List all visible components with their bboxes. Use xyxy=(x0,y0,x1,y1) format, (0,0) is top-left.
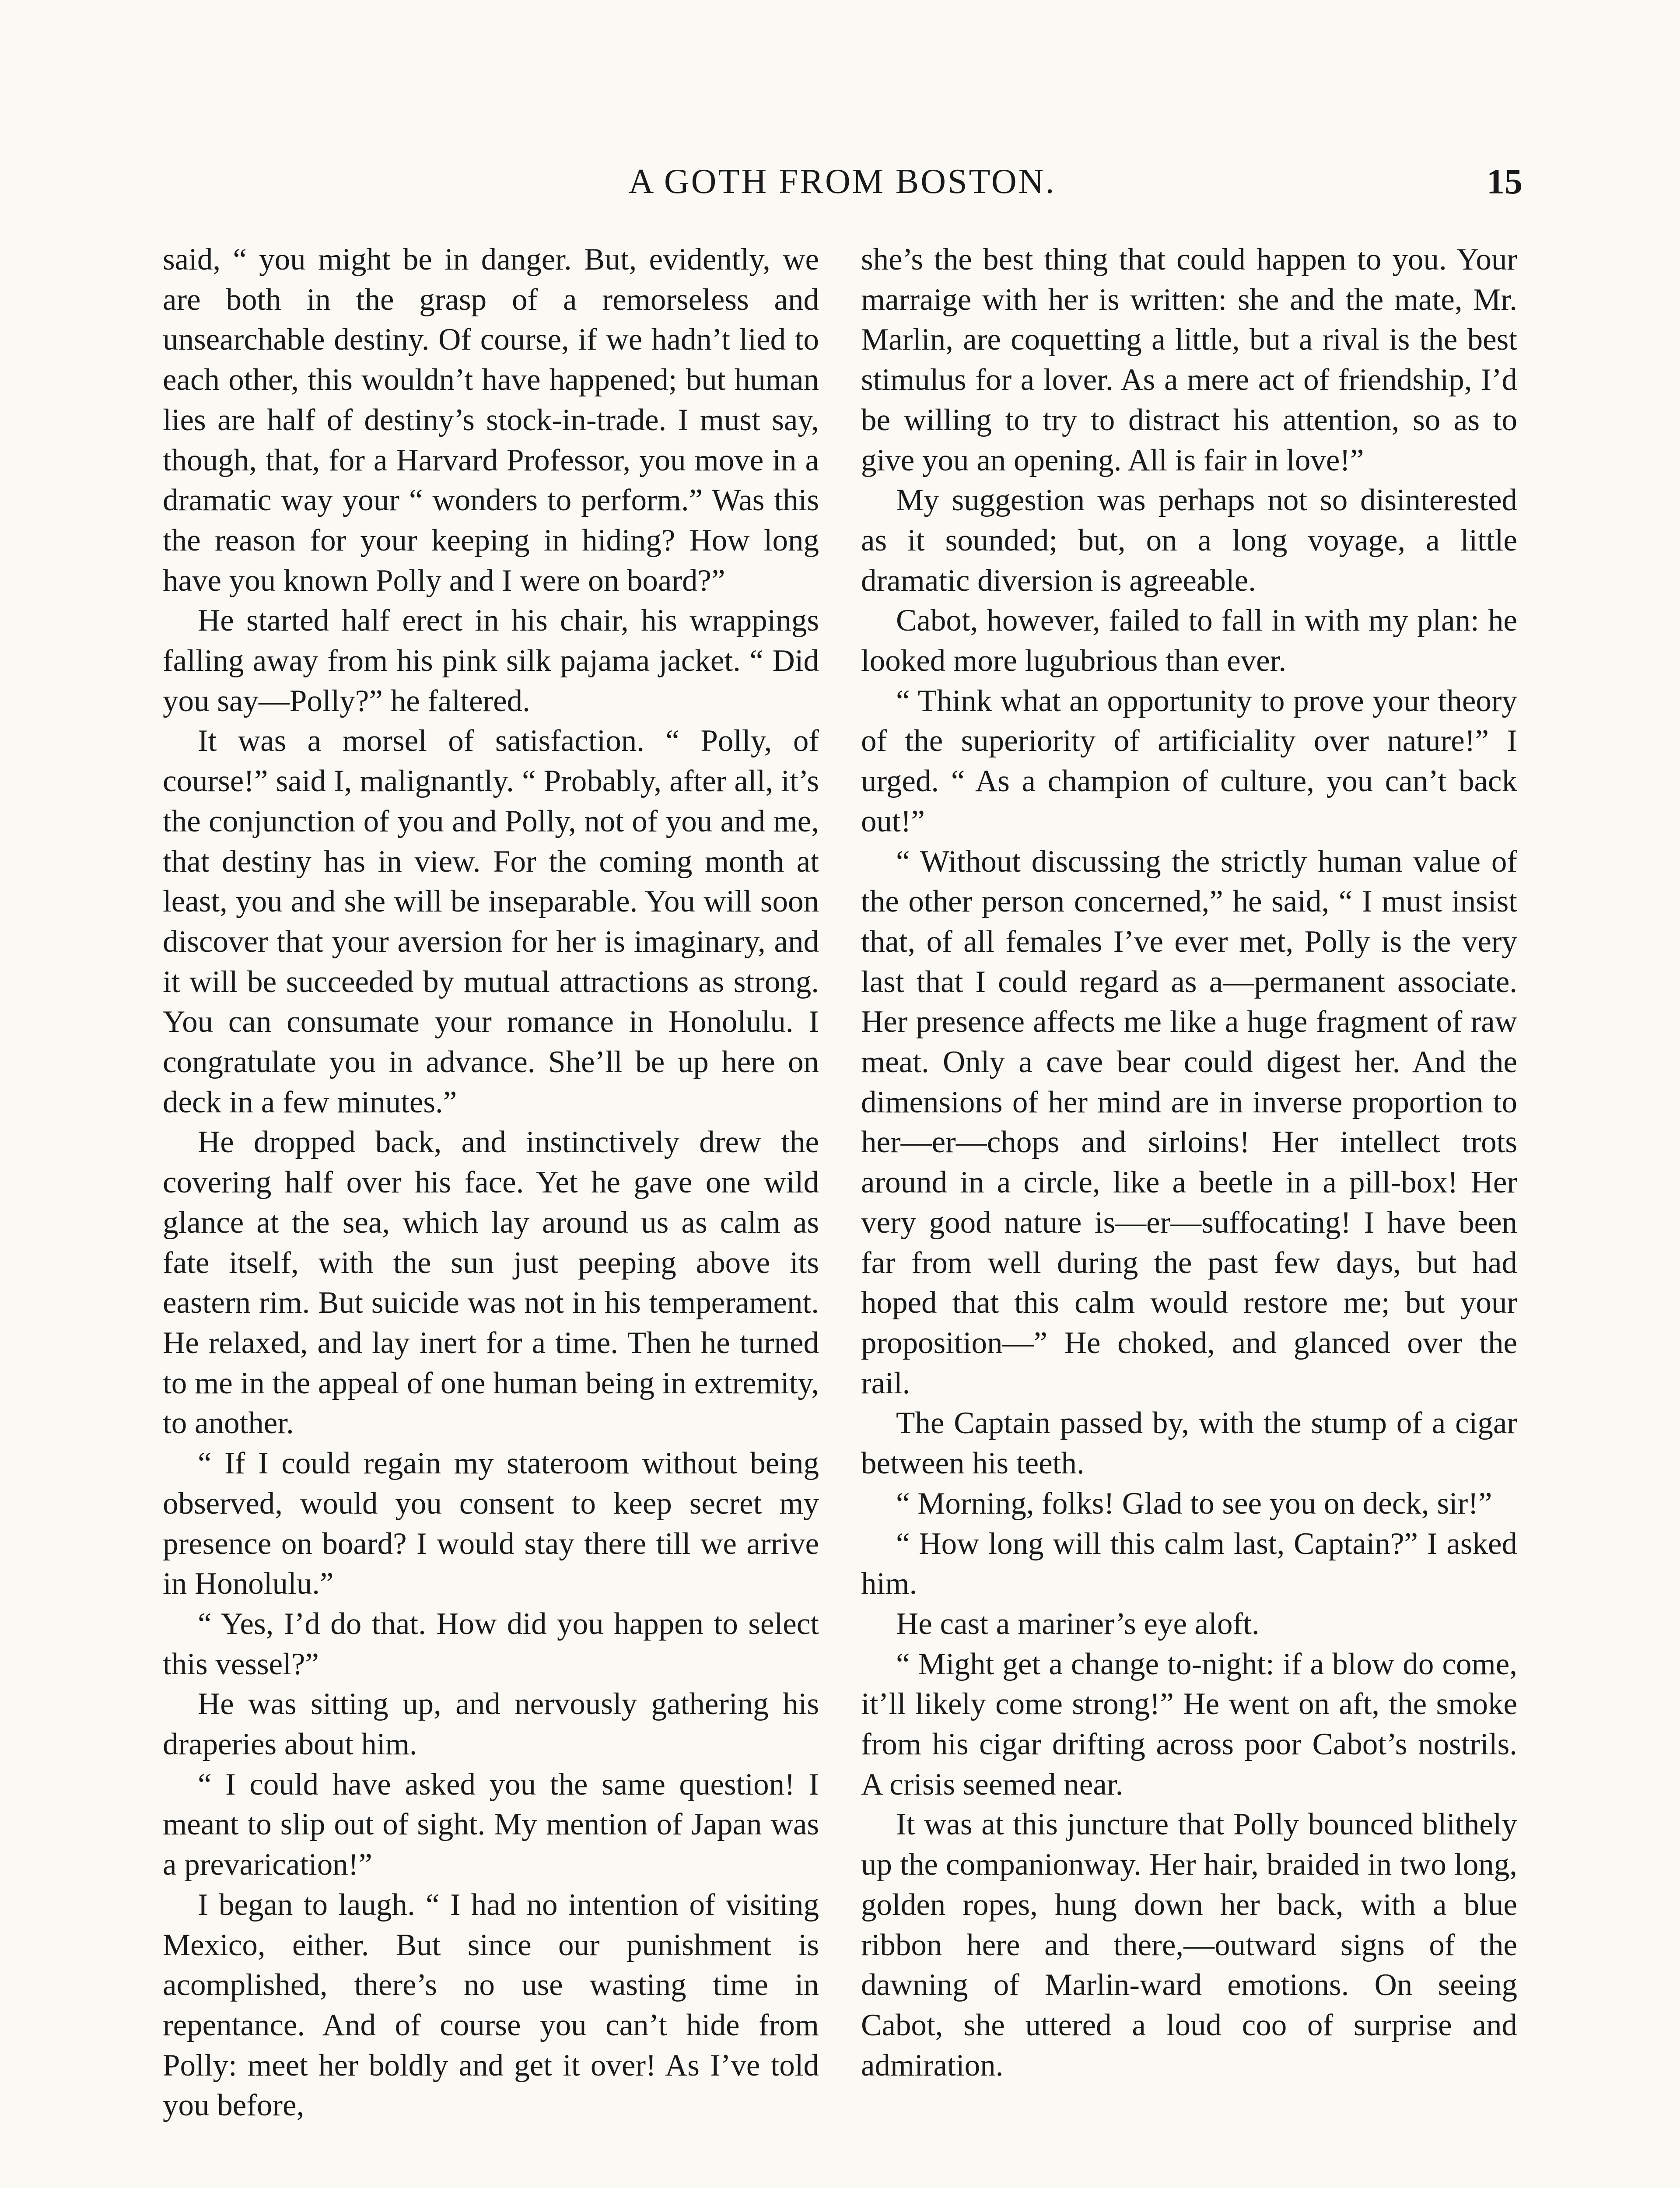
paragraph: He started half erect in his chair, his wrappings falling away from his pink silk pajama jacket. “ Did you say—Polly?” he faltered. xyxy=(163,603,819,718)
running-head: A GOTH FROM BOSTON. xyxy=(628,162,1056,201)
paragraph: said, “ you might be in danger. But, evidently, we are both in the grasp of a remorseless and unsearchable destiny. Of course, if we hadn’t lied to each other, this wouldn’t have happened; but human lies are half of destiny’s stock-in-trade. I must say, though, that, for a Harvard Professor, you move in a dramatic way your “ wonders to perform.” Was this the reason for your keeping in hiding? How long have you known Polly and I were on board?” xyxy=(163,242,819,598)
paragraph: The Captain passed by, with the stump of a cigar between his teeth. xyxy=(861,1406,1517,1481)
paragraph: “ Think what an opportunity to prove your theory of the superiority of artificiality over nature!” I urged. “ As a champion of culture, you can’t back out!” xyxy=(861,684,1517,838)
paragraph: “ Yes, I’d do that. How did you happen to select this vessel?” xyxy=(163,1606,819,1681)
paragraph: Cabot, however, failed to fall in with my plan: he looked more lugubrious than ever. xyxy=(861,603,1517,678)
paragraph: “ I could have asked you the same question! I meant to slip out of sight. My mention of Japan was a prevarication!” xyxy=(163,1767,819,1882)
paragraph: He was sitting up, and nervously gathering his draperies about him. xyxy=(163,1687,819,1762)
paragraph: He cast a mariner’s eye aloft. xyxy=(896,1606,1260,1641)
paragraph: He dropped back, and instinctively drew the covering half over his face. Yet he gave one wild glance at the sea, which lay around us as calm as fate itself, with the sun just peeping above its eastern rim. But suicide was not in his temperament. He relaxed, and lay inert for a time. Then he turned to me in the appeal of one human being in extremity, to another. xyxy=(163,1125,819,1441)
paragraph: It was a morsel of satisfaction. “ Polly, of course!” said I, malignantly. “ Probably, after all, it’s the conjunction of you and Polly, not of you and me, that destiny has in view. For the coming month at least, you and she will be inseparable. You will soon discover that your aversion for her is imaginary, and it will be succeeded by mutual attractions as strong. You can consumate your romance in Honolulu. I congratulate you in advance. She’ll be up here on deck in a few minutes.” xyxy=(163,724,819,1119)
paragraph: “ How long will this calm last, Captain?” I asked him. xyxy=(861,1526,1517,1601)
paragraph: she’s the best thing that could happen to you. Your marraige with her is written: she and the mate, Mr. Marlin, are coquetting a little, but a rival is the best stimulus for a lover. As a mere act of friendship, I’d be willing to try to distract his attention, so as to give you an opening. All is fair in love!” xyxy=(861,242,1517,477)
paragraph: My suggestion was perhaps not so disinterested as it sounded; but, on a long voyage, a little dramatic diversion is agreeable. xyxy=(861,483,1517,598)
paragraph: “ If I could regain my stateroom without being observed, would you consent to keep secret my presence on board? I would stay there till we arrive in Honolulu.” xyxy=(163,1446,819,1601)
page-header xyxy=(162,158,1522,206)
left-column xyxy=(163,240,819,2126)
paragraph: It was at this juncture that Polly bounced blithely up the companionway. Her hair, braided in two long, golden ropes, hung down her back, with a blue ribbon here and there,—outward signs of the dawning of Marlin-ward emotions. On seeing Cabot, she uttered a loud coo of surprise and admiration. xyxy=(861,1807,1517,2083)
paragraph: “ Morning, folks! Glad to see you on deck, sir!” xyxy=(896,1486,1492,1521)
paragraph: “ Might get a change to-night: if a blow do come, it’ll likely come strong!” He went on aft, the smoke from his cigar drifting across poor Cabot’s nostrils. A crisis seemed near. xyxy=(861,1647,1517,1802)
paragraph: I began to laugh. “ I had no intention of visiting Mexico, either. But since our punishment is acomplished, there’s no use wasting time in repentance. And of course you can’t hide from Polly: meet her boldly and get it over! As I’ve told you before, xyxy=(163,1887,819,2123)
page-number: 15 xyxy=(1487,161,1522,201)
paragraph: “ Without discussing the strictly human value of the other person concerned,” he said, “ I must insist that, of all females I’ve ever met, Polly is the very last that I could regard as a—permanent associate. Her presence affects me like a huge fragment of raw meat. Only a cave bear could digest her. And the dimensions of her mind are in inverse proportion to her—er—chops and sirloins! Her intellect trots around in a circle, like a beetle in a pill-box! Her very good nature is—er—suffocating! I have been far from well during the past few days, but had hoped that this calm would restore me; but your proposition—” He choked, and glanced over the rail. xyxy=(861,844,1517,1400)
right-column xyxy=(861,240,1517,2086)
